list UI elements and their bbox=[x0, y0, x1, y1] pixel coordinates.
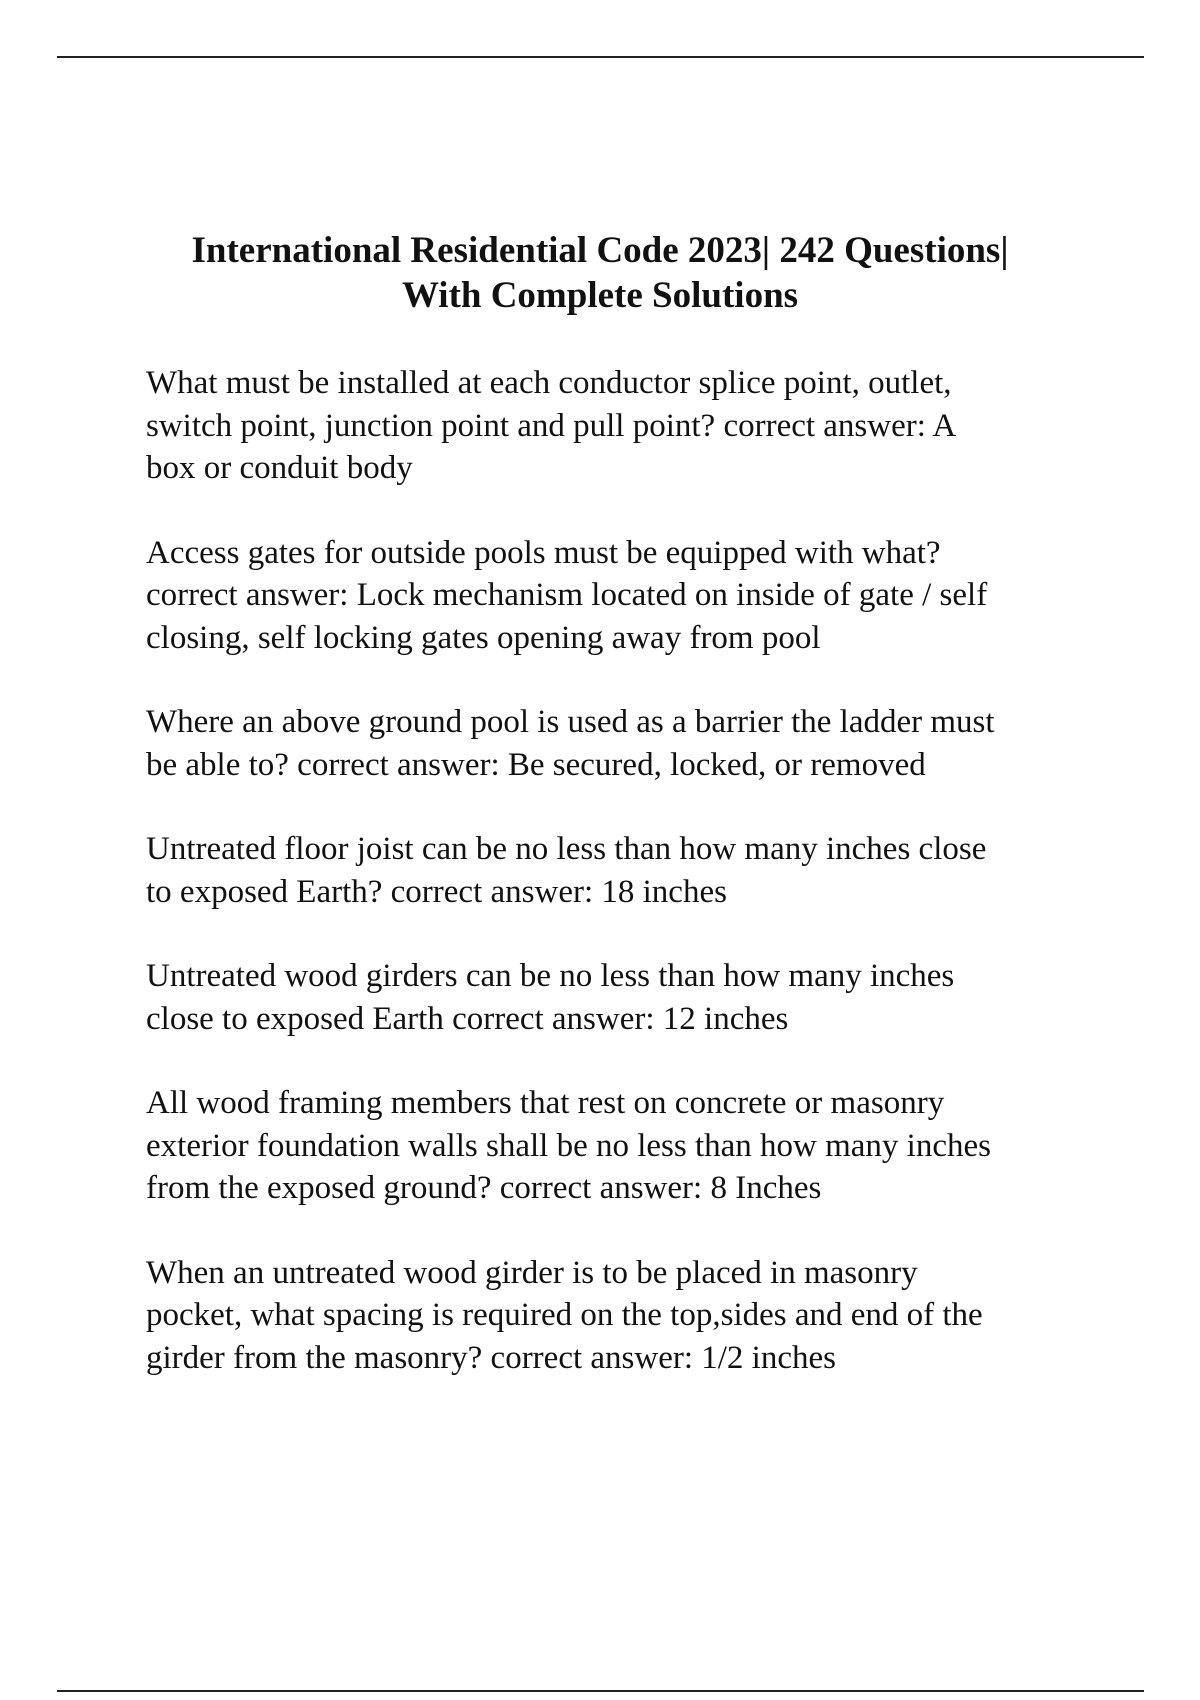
question-item bbox=[146, 1252, 1091, 1380]
question-list bbox=[146, 362, 1091, 1421]
question-line: correct answer: Lock mechanism located on inside of gate / self bbox=[146, 577, 988, 613]
question-line: box or conduit body bbox=[146, 450, 413, 486]
question-line: pocket, what spacing is required on the top,sides and end of the bbox=[146, 1297, 983, 1333]
question-line: What must be installed at each conductor splice point, outlet, bbox=[146, 365, 952, 401]
question-line: Access gates for outside pools must be equipped with what? bbox=[146, 534, 941, 571]
question-line: from the exposed ground? correct answer: 8 Inches bbox=[146, 1170, 822, 1206]
title-line-2: With Complete Solutions bbox=[401, 275, 799, 316]
question-line: to exposed Earth? correct answer: 18 inches bbox=[146, 873, 727, 910]
title-line-1: International Residential Code 2023| 242 Questions| bbox=[191, 230, 1009, 271]
question-item bbox=[146, 828, 1091, 913]
question-item bbox=[146, 362, 1091, 490]
question-line: switch point, junction point and pull point? correct answer: A bbox=[146, 407, 957, 444]
question-item bbox=[146, 532, 1091, 660]
bottom-divider bbox=[57, 1690, 1144, 1692]
question-line: When an untreated wood girder is to be placed in masonry bbox=[146, 1254, 918, 1291]
question-item bbox=[146, 1082, 1091, 1210]
question-line: Where an above ground pool is used as a barrier the ladder must bbox=[146, 704, 995, 740]
question-line: Untreated wood girders can be no less than how many inches bbox=[146, 958, 955, 994]
top-divider bbox=[57, 56, 1144, 58]
question-line: closing, self locking gates opening away from pool bbox=[146, 619, 821, 656]
question-line: exterior foundation walls shall be no less than how many inches bbox=[146, 1127, 991, 1164]
document-title bbox=[100, 228, 1100, 318]
question-line: All wood framing members that rest on concrete or masonry bbox=[146, 1085, 945, 1121]
question-line: close to exposed Earth correct answer: 12 inches bbox=[146, 1000, 789, 1037]
question-item bbox=[146, 701, 1091, 786]
question-line: Untreated floor joist can be no less than how many inches close bbox=[146, 831, 987, 867]
question-line: be able to? correct answer: Be secured, locked, or removed bbox=[146, 746, 926, 783]
question-item bbox=[146, 955, 1091, 1040]
question-line: girder from the masonry? correct answer: 1/2 inches bbox=[146, 1339, 836, 1376]
